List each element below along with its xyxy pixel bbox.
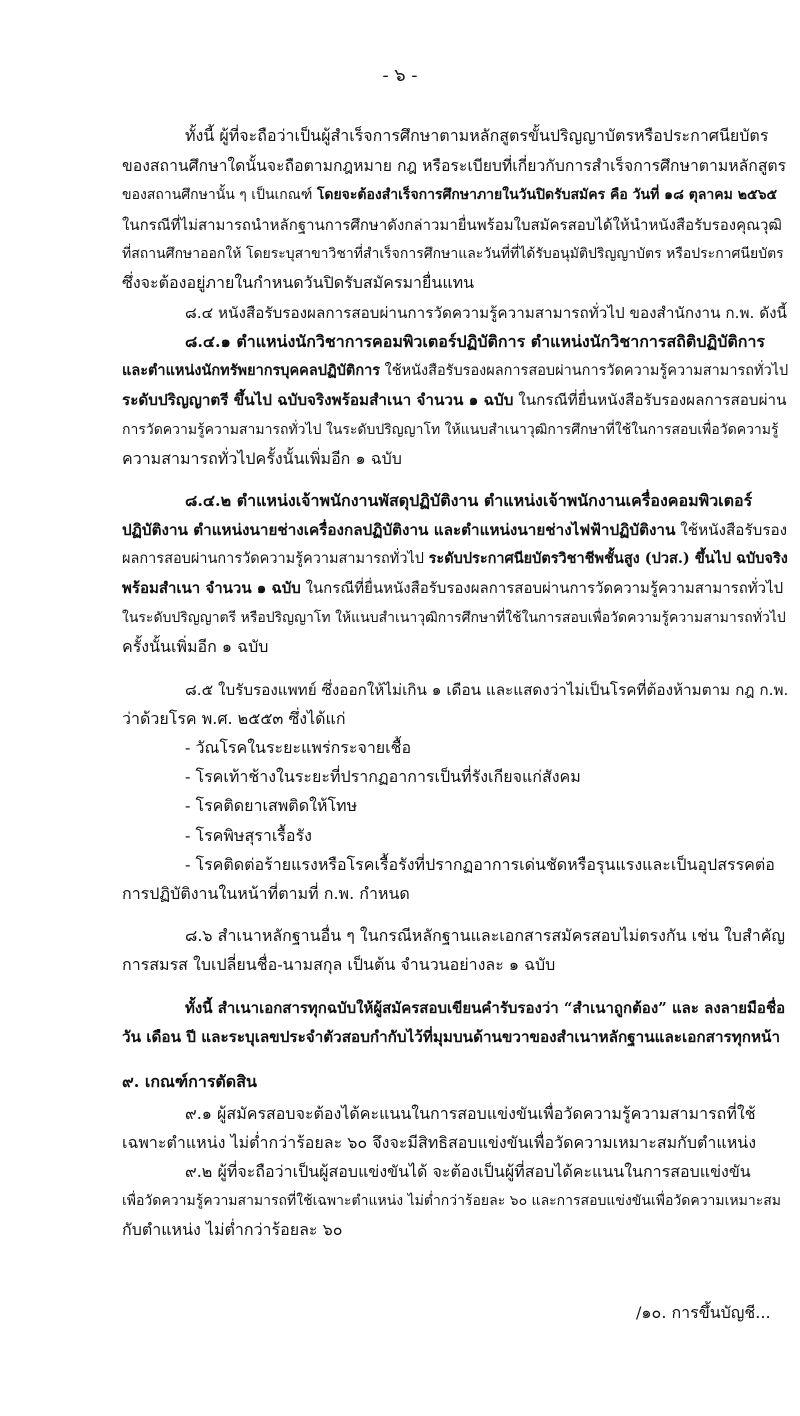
para-education-line-5: ที่สถานศึกษาออกให้ โดยระบุสาขาวิชาที่สำเร็จการศึกษาและวันที่ที่ได้รับอนุมัติปริญญาบัตร หรือประกาศนียบัตร [122, 246, 784, 262]
item-8-4-1-line-5: ความสามารถทั่วไปครั้งนั้นเพิ่มอีก ๑ ฉบับ [122, 449, 402, 468]
item-8-4-2-line-2: ปฏิบัติงาน ตำแหน่งนายช่างเครื่องกลปฏิบัติงาน และตำแหน่งนายช่างไฟฟ้าปฏิบัติงาน ใช้หนังสือรับรอง [122, 521, 788, 539]
item-8-4-2-line-1: ๘.๔.๒ ตำแหน่งเจ้าพนักงานพัสดุปฏิบัติงาน ตำแหน่งเจ้าพนักงานเครื่องคอมพิวเตอร์ [185, 491, 753, 510]
item-8-6-line-2: การสมรส ใบเปลี่ยนชื่อ-นามสกุล เป็นต้น จำนวนอย่างละ ๑ ฉบับ [122, 955, 556, 974]
disease-list-item: - วัณโรคในระยะแพร่กระจายเชื้อ [185, 738, 412, 757]
item-9-1-line-2: เฉพาะตำแหน่ง ไม่ต่ำกว่าร้อยละ ๖๐ จึงจะมีสิทธิสอบแข่งขันเพื่อวัดความเหมาะสมกับตำแหน่ง [122, 1133, 757, 1152]
certification-note-line-1: ทั้งนี้ สำเนาเอกสารทุกฉบับให้ผู้สมัครสอบเขียนคำรับรองว่า “สำเนาถูกต้อง” และ ลงลายมือชื่อ [185, 999, 786, 1017]
item-8-4-2-line-3: ผลการสอบผ่านการวัดความรู้ความสามารถทั่วไป ระดับประกาศนียบัตรวิชาชีพชั้นสูง (ปวส.) ขึ้นไป ฉบับจริง [122, 550, 788, 567]
item-9-2-line-3: กับตำแหน่ง ไม่ต่ำกว่าร้อยละ ๖๐ [122, 1220, 343, 1239]
item-9-1-line-1: ๙.๑ ผู้สมัครสอบจะต้องได้คะแนนในการสอบแข่งขันเพื่อวัดความรู้ความสามารถที่ใช้ [185, 1104, 756, 1123]
item-8-5-line-2: ว่าด้วยโรค พ.ศ. ๒๕๕๓ ซึ่งได้แก่ [122, 709, 346, 728]
disease-list-item: - โรคติดยาเสพติดให้โทษ [185, 796, 358, 815]
item-8-5-line-8: การปฏิบัติงานในหน้าที่ตามที่ ก.พ. กำหนด [122, 884, 410, 903]
disease-list-item: - โรคพิษสุราเรื้อรัง [185, 826, 312, 845]
item-9-2-line-2: เพื่อวัดความรู้ความสามารถที่ใช้เฉพาะตำแหน่ง ไม่ต่ำกว่าร้อยละ ๖๐ และการสอบแข่งขันเพื่อวัดความเหมาะสม [122, 1193, 782, 1209]
page-number: - ๖ - [382, 65, 418, 86]
section-9-heading: ๙. เกณฑ์การตัดสิน [122, 1072, 257, 1091]
para-education-line-1: ทั้งนี้ ผู้ที่จะถือว่าเป็นผู้สำเร็จการศึกษาตามหลักสูตรขั้นปริญญาบัตรหรือประกาศนียบัตร [185, 126, 769, 145]
item-8-6-line-1: ๘.๖ สำเนาหลักฐานอื่น ๆ ในกรณีหลักฐานและเอกสารสมัครสอบไม่ตรงกัน เช่น ใบสำคัญ [185, 926, 786, 945]
item-8-4-heading: ๘.๔ หนังสือรับรองผลการสอบผ่านการวัดความรู้ความสามารถทั่วไป ของสำนักงาน ก.พ. ดังนี้ [185, 304, 787, 322]
certification-note-line-2: วัน เดือน ปี และระบุเลขประจำตัวสอบกำกับไว้ที่มุมบนด้านขวาของสำเนาหลักฐานและเอกสารทุกหน้า [122, 1028, 781, 1046]
para-education-line-3: ของสถานศึกษานั้น ๆ เป็นเกณฑ์ โดยจะต้องสำเร็จการศึกษาภายในวันปิดรับสมัคร คือ วันที่ ๑๘ ตุลาคม ๒๕๖๕ [122, 187, 778, 203]
item-8-5-line-1: ๘.๕ ใบรับรองแพทย์ ซึ่งออกให้ไม่เกิน ๑ เดือน และแสดงว่าไม่เป็นโรคที่ต้องห้ามตาม กฎ ก.พ. [185, 681, 789, 699]
disease-list-item: - โรคเท้าช้างในระยะที่ปรากฏอาการเป็นที่รังเกียจแก่สังคม [185, 767, 581, 786]
item-8-4-1-line-3: ระดับปริญญาตรี ขึ้นไป ฉบับจริงพร้อมสำเนา จำนวน ๑ ฉบับ ในกรณีที่ยื่นหนังสือรับรองผลการสอบผ่าน [122, 391, 787, 409]
item-8-4-2-line-5: ในระดับปริญญาตรี หรือปริญญาโท ให้แนบสำเนาวุฒิการศึกษาที่ใช้ในการสอบเพื่อวัดความรู้ความสามารถทั่วไป [122, 610, 786, 626]
item-8-4-2-line-4: พร้อมสำเนา จำนวน ๑ ฉบับ ในกรณีที่ยื่นหนังสือรับรองผลการสอบผ่านการวัดความรู้ความสามารถทั่วไป [122, 579, 784, 597]
para-education-line-2: ของสถานศึกษาใดนั้นจะถือตามกฎหมาย กฎ หรือระเบียบที่เกี่ยวกับการสำเร็จการศึกษาตามหลักสูตร [122, 156, 787, 175]
item-8-4-1-line-1: ๘.๔.๑ ตำแหน่งนักวิชาการคอมพิวเตอร์ปฏิบัติการ ตำแหน่งนักวิชาการสถิติปฏิบัติการ [185, 332, 766, 351]
para-education-line-6: ซึ่งจะต้องอยู่ภายในกำหนดวันปิดรับสมัครมายื่นแทน [122, 273, 475, 292]
item-8-4-1-line-2: และตำแหน่งนักทรัพยากรบุคคลปฏิบัติการ ใช้หนังสือรับรองผลการสอบผ่านการวัดความรู้ความสามารถทั่วไป [122, 362, 789, 379]
continuation-reference: /๑๐. การขึ้นบัญชี... [636, 1303, 771, 1322]
item-9-2-line-1: ๙.๒ ผู้ที่จะถือว่าเป็นผู้สอบแข่งขันได้ จะต้องเป็นผู้ที่สอบได้คะแนนในการสอบแข่งขัน [185, 1162, 751, 1181]
item-8-4-2-line-6: ครั้งนั้นเพิ่มอีก ๑ ฉบับ [122, 637, 269, 656]
item-8-4-1-line-4: การวัดความรู้ความสามารถทั่วไป ในระดับปริญญาโท ให้แนบสำเนาวุฒิการศึกษาที่ใช้ในการสอบเพื่อวัดความรู้ [122, 422, 779, 438]
disease-list-item: - โรคติดต่อร้ายแรงหรือโรคเรื้อรังที่ปรากฏอาการเด่นชัดหรือรุนแรงและเป็นอุปสรรคต่อ [185, 855, 775, 874]
para-education-line-4: ในกรณีที่ไม่สามารถนำหลักฐานการศึกษาดังกล่าวมายื่นพร้อมใบสมัครสอบได้ให้นำหนังสือรับรองคุณวุฒิ [122, 216, 782, 234]
